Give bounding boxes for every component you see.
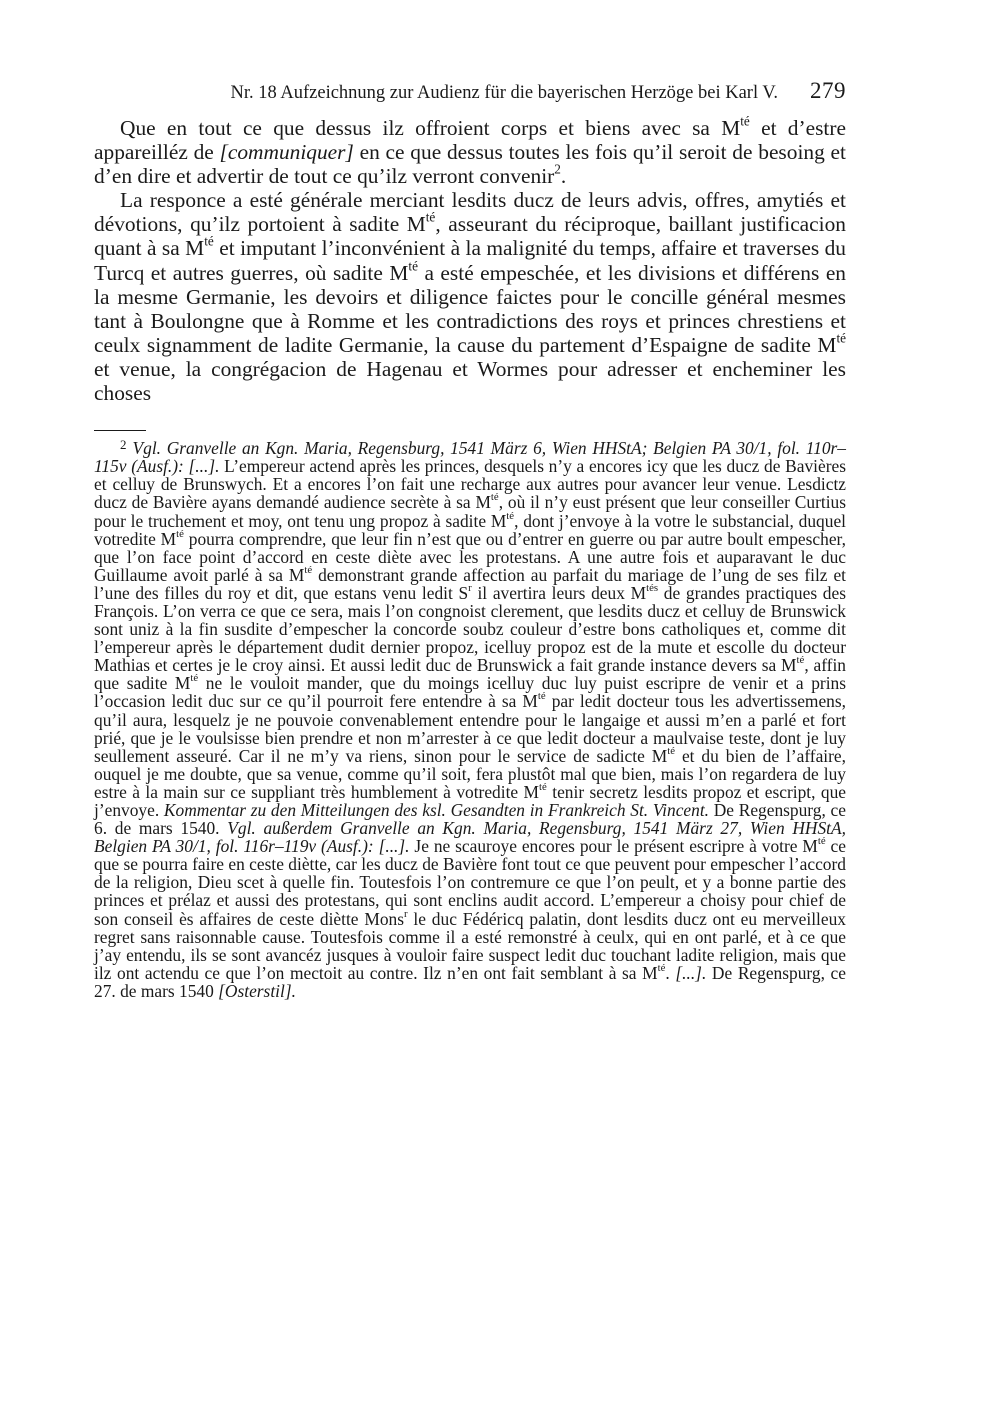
running-head-title: Nr. 18 Aufzeichnung zur Audienz für die bayerischen Herzöge bei Karl V. [230, 83, 778, 103]
document-page [94, 78, 846, 1000]
paragraph-1: Que en tout ce que dessus ilz offroient corps et biens avec sa $M^{té}$ et d’estre appareilléz de [communiquer] en ce que dessus toutes les fois qu’il seroit de besoing et d’en dire et advertir de tout ce qu’ilz verront convenir$^2$. [94, 113, 846, 189]
page-number: 279 [810, 78, 846, 103]
footnote-2: $^2$ Vgl. Granvelle an Kgn. Maria, Regensburg, 1541 März 6, Wien HHStA; Belgien PA 30/1, fol. 110r–115v (Ausf.): [...]. L’empereur actend après les princes, desquels n’y a encores icy que les ducz de Bavières et celluy de Brunswych. Et a encores l’on fait une recharge aux autres pour avancer leur venue. Lesdictz ducz de Bavière ayans demandé audience secrète à sa $M^{té}$, où il n’y eust présent que leur conseiller Curtius pour le truchement et moy, ont tenu ung propoz à sadite $M^{té}$, dont j’envoye à la votre le substancial, duquel votredite $M^{té}$ pourra comprendre, que leur fin n’est que ou d’entrer en guerre ou par autre boult empescher, que l’on face point d’accord en ceste diète avec les protestans. A une autre fois et auparavant le duc Guillaume avoit parlé à sa $M^{té}$ demonstrant grande affection au parfait du mariage de l’ung de ses filz et l’une des filles du roy et dit, que estans venu ledit $S^r$ il avertira leurs deux $M^{tés}$ de grandes practiques des François. L’on verra ce que ce sera, mais l’on congnoist clerement, que lesdits ducz et celluy de Brunswick sont uniz à la fin susdite d’empescher la concorde soubz couleur d’estre bons catholiques et, comme dit l’empereur après le département dudit dernier propoz, icelluy propoz est de la mute et escolle du docteur Mathias et certes je le croy ainsi. Et aussi ledit duc de Brunswick a fait grande instance devers sa $M^{té}$, affin que sadite $M^{té}$ ne le vouloit mander, que du moings icelluy duc luy puist escripre de venir et a prins l’occasion ledit duc sur ce qu’il pourroit fere entendre à sa $M^{té}$ par ledit docteur tous les advertissemens, qu’il aura, lesquelz je ne pouvoie convenablement entendre pour le langaige et aussi m’en a parlé et fort prié, que je le voulsisse bien prendre et non m’arrester à ce que ledit docteur a maulvaise teste, dont je luy seullement asseuré. Car il ne m’y va riens, sinon pour le service de sadicte $M^{té}$ et du bien de l’affaire, ouquel je me doubte, que sa venue, comme qu’il soit, fera plustôt mal que bien, mais l’on regardera de luy estre à la main sur ce suppliant très humblement à votredite $M^{té}$ tenir secretz lesdits propoz et escript, que j’envoye. Kommentar zu den Mitteilungen des ksl. Gesandten in Frankreich St. Vincent. De Regenspurg, ce 6. de mars 1540. Vgl. außerdem Granvelle an Kgn. Maria, Regensburg, 1541 März 27, Wien HHStA, Belgien PA 30/1, fol. 116r–119v (Ausf.): [...]. Je ne scauroye encores pour le présent escripre à votre $M^{té}$ ce que se pourra faire en ceste diètte, car les ducz de Bavière font tout ce que peuvent pour empescher l’accord de la religion, Dieu scet à quelle fin. Toutesfois l’on contremure ce que l’on peult, et y a bonne partie des princes et prélaz et aussi des protestans, qui sont enclins audit accord. L’empereur a choisy pour chief de son conseil ès affaires de ceste diètte Mons$^r$ le duc Fédéricq palatin, dont lesdits ducz ont eu merveilleux regret sans raisonnable cause. Toutesfois comme il a esté remonstré à ceulx, qui en ont parlé, et à ce que j’ay entendu, ils se sont avancéz jusques à vouloir faire suspect ledit duc touchant ladite religion, mais que ilz ont actendu ce que l’on mectoit au contre. Ilz n’en ont fait semblant à sa $M^{té}$. [...]. De Regenspurg, ce 27. de mars 1540 [Osterstil]. [94, 437, 847, 1001]
footnote-marker: 2 [120, 437, 127, 453]
running-head [94, 78, 846, 108]
main-text [94, 113, 847, 406]
footnote-rule [94, 430, 146, 431]
footnote-citation: Vgl. Granvelle an Kgn. Maria, Regensburg, 1541 März 6, Wien HHStA; Belgien PA 30/1, fol. 110r–115v (Ausf.): [...]. [94, 438, 846, 477]
paragraph-2: La responce a esté générale merciant lesdits ducz de leurs advis, offres, amytiés et dévotions, qu’ilz portoient à sadite $M^{té}$, asseurant du réciproque, baillant justificacion quant à sa $M^{té}$ et imputant l’inconvénient à la malignité du temps, affaire et traverses du Turcq et autres guerres, où sadite $M^{té}$ a esté empeschée, et les divisions et différens en la mesme Germanie, les devoirs et diligence faictes pour le concille général mesmes tant à Boulongne que à Romme et les contradictions des roys et princes chrestiens et ceulx signamment de ladite Germanie, la cause du partement d’Espaigne de sadite $M^{té}$ et venue, la congrégacion de Hagenau et Wormes pour adresser et encheminer les choses [94, 188, 847, 406]
